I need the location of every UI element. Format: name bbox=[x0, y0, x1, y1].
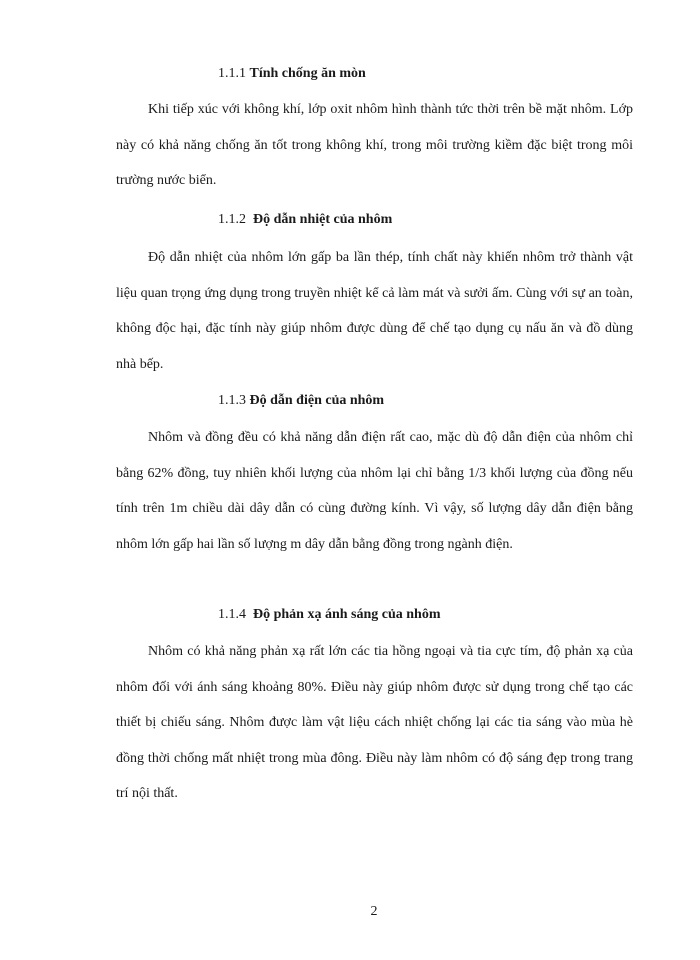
page-number: 2 bbox=[370, 904, 378, 919]
section-title: Độ dẫn điện của nhôm bbox=[249, 393, 385, 408]
section-heading-1-1-4 bbox=[218, 606, 441, 624]
section-heading-1-1-1 bbox=[218, 65, 366, 83]
section-heading-1-1-2 bbox=[218, 211, 392, 229]
section-title: Độ phản xạ ánh sáng của nhôm bbox=[253, 607, 441, 622]
section-paragraph-1-1-2: Độ dẫn nhiệt của nhôm lớn gấp ba lần thép, tính chất này khiến nhôm trở thành vật liệu quan trọng ứng dụng trong truyền nhiệt kể cả làm mát và sưởi ấm. Cùng với sự an toàn, không độc hại, đặc tính này giúp nhôm được dùng để chế tạo dụng cụ nấu ăn và đồ dùng nhà bếp. bbox=[116, 250, 633, 372]
section-heading-1-1-3 bbox=[218, 392, 384, 410]
section-title: Tính chống ăn mòn bbox=[249, 66, 366, 81]
section-number: 1.1.1 bbox=[218, 66, 246, 81]
section-paragraph-1-1-3: Nhôm và đồng đều có khả năng dẫn điện rất cao, mặc dù độ dẫn điện của nhôm chỉ bằng 62% đồng, tuy nhiên khối lượng của nhôm lại chỉ bằng 1/3 khối lượng của đồng nếu tính trên 1m chiều dài dây dẫn có cùng đường kính. Vì vậy, số lượng dây dẫn điện bằng nhôm lớn gấp hai lần số lượng m dây dẫn bằng đồng trong ngành điện. bbox=[116, 430, 633, 552]
section-title: Độ dẫn nhiệt của nhôm bbox=[253, 212, 393, 227]
section-paragraph-1-1-1: Khi tiếp xúc với không khí, lớp oxit nhôm hình thành tức thời trên bề mặt nhôm. Lớp này có khả năng chống ăn tốt trong không khí, trong môi trường kiềm đặc biệt trong môi trường nước biển. bbox=[116, 102, 633, 188]
section-paragraph-1-1-4: Nhôm có khả năng phản xạ rất lớn các tia hồng ngoại và tia cực tím, độ phản xạ của nhôm đối với ánh sáng khoảng 80%. Điều này giúp nhôm được sử dụng trong chế tạo các thiết bị chiếu sáng. Nhôm được làm vật liệu cách nhiệt chống lại các tia sáng vào mùa hè đồng thời chống mất nhiệt trong mùa đông. Điều này làm nhôm có độ sáng đẹp trong trang trí nội thất. bbox=[116, 644, 633, 801]
section-number: 1.1.3 bbox=[218, 393, 246, 408]
section-number: 1.1.4 bbox=[218, 607, 246, 622]
section-number: 1.1.2 bbox=[218, 212, 246, 227]
